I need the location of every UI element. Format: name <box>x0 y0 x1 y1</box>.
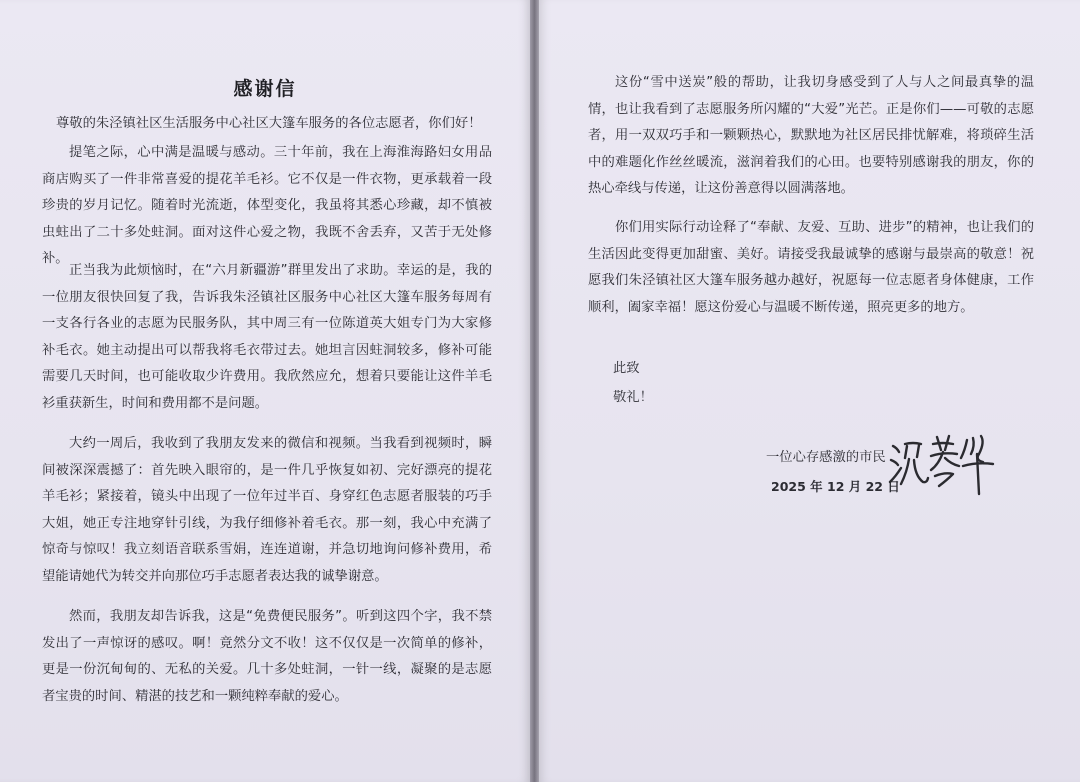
handwritten-signature <box>887 432 997 496</box>
letter-paragraph: 大约一周后，我收到了我朋友发来的微信和视频。当我看到视频时，瞬间被深深震撼了：首先映入眼帘的，是一件几乎恢复如初、完好漂亮的提花羊毛衫；紧接着，镜头中出现了一位年过半百、身穿红色志愿者服装的巧手大姐，她正专注地穿针引线，为我仔细修补着毛衣。那一刻，我心中充满了惊奇与惊叹！我立刻语音联系雪娟，连连道谢，并急切地询问修补费用，希望能请她代为转交并向那位巧手志愿者表达我的诚挚谢意。 <box>42 436 492 584</box>
letter-paragraph: 然而，我朋友却告诉我，这是“免费便民服务”。听到这四个字，我不禁发出了一声惊讶的感叹。啊！竟然分文不收！这不仅仅是一次简单的修补，更是一份沉甸甸的、无私的关爱。几十多处蛀洞，一针一线，凝聚的是志愿者宝贵的时间、精湛的技艺和一颗纯粹奉献的爱心。 <box>42 609 492 704</box>
letter-title: 感谢信 <box>233 78 297 100</box>
letter-salutation: 尊敬的朱泾镇社区生活服务中心社区大篷车服务的各位志愿者，你们好！ <box>56 116 482 131</box>
page-gutter <box>530 0 539 782</box>
letter-paragraph: 提笔之际，心中满是温暖与感动。三十年前，我在上海淮海路妇女用品商店购买了一件非常喜爱的提花羊毛衫。它不仅是一件衣物，更承载着一段珍贵的岁月记忆。随着时光流逝，体型变化，我虽将其悉心珍藏，却不慎被虫蛀出了二十多处蛀洞。面对这件心爱之物，我既不舍丢弃，又苦于无处修补。 <box>42 145 492 266</box>
letter-paragraph: 这份“雪中送炭”般的帮助，让我切身感受到了人与人之间最真挚的温情，也让我看到了志愿服务所闪耀的“大爱”光芒。正是你们——可敬的志愿者，用一双双巧手和一颗颗热心，默默地为社区居民排忧解难，将琐碎生活中的难题化作丝丝暖流，滋润着我们的心田。也要特别感谢我的朋友，你的热心牵线与传递，让这份善意得以圆满落地。 <box>588 75 1034 196</box>
letter-signer: 一位心存感激的市民 <box>766 450 886 465</box>
letter-closing-jing-li: 敬礼！ <box>613 390 653 405</box>
letter-paragraph: 你们用实际行动诠释了“奉献、友爱、互助、进步”的精神，也让我们的生活因此变得更加甜蜜、美好。请接受我最诚挚的感谢与最崇高的敬意！祝愿我们朱泾镇社区大篷车服务越办越好，祝愿每一位志愿者身体健康，工作顺利，阖家幸福！愿这份爱心与温暖不断传递，照亮更多的地方。 <box>588 220 1034 315</box>
letter-closing-ci-zhi: 此致 <box>613 361 640 376</box>
letter-page-left <box>0 0 530 782</box>
letter-date: 2025 年 12 月 22 日 <box>771 479 900 494</box>
letter-paragraph: 正当我为此烦恼时，在“六月新疆游”群里发出了求助。幸运的是，我的一位朋友很快回复了我，告诉我朱泾镇社区服务中心社区大篷车服务每周有一支各行各业的志愿为民服务队，其中周三有一位陈道英大姐专门为大家修补毛衣。她主动提出可以帮我将毛衣带过去。她坦言因蛀洞较多，修补可能需要几天时间，也可能收取少许费用。我欣然应允，想着只要能让这件羊毛衫重获新生，时间和费用都不是问题。 <box>42 263 492 411</box>
